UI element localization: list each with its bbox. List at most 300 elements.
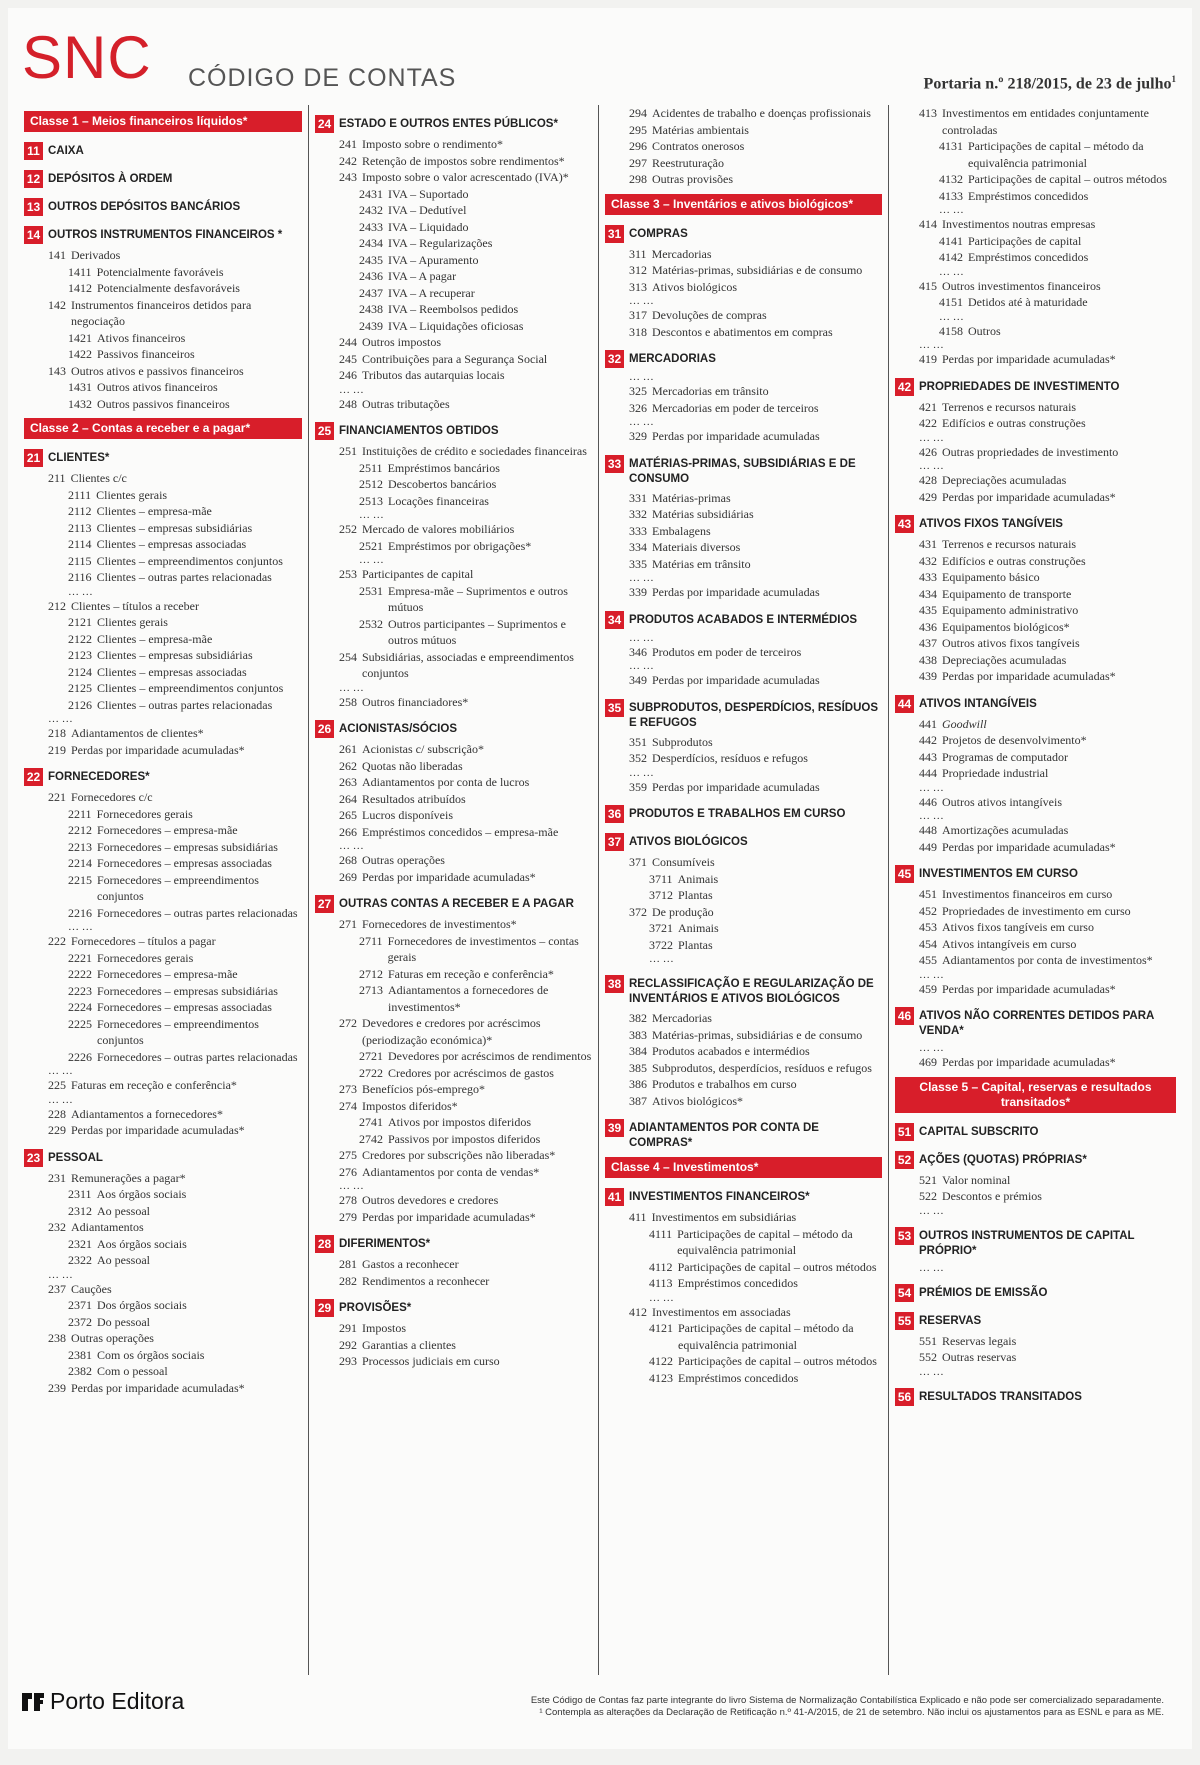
account-code: 2434: [359, 236, 383, 250]
account-entry: [315, 334, 592, 351]
account-code: 2224: [68, 1000, 92, 1014]
account-code: 332: [629, 507, 647, 521]
account-entry: [605, 904, 882, 921]
account-entry: [605, 1304, 882, 1321]
account-label: Investimentos em entidades conjuntamente controladas: [942, 106, 1149, 137]
account-label: IVA – Dedutível: [388, 203, 467, 217]
account-code: 432: [919, 553, 937, 568]
account-label: Outras operações: [362, 853, 445, 867]
account-entry: [315, 186, 592, 203]
account-entry: [605, 920, 882, 937]
account-code: 2213: [68, 839, 92, 854]
account-entry: [895, 399, 1176, 416]
account-code: 2513: [359, 493, 383, 508]
account-label: Tributos das autarquias locais: [362, 368, 505, 382]
account-code: 326: [629, 400, 647, 415]
account-code: 371: [629, 855, 647, 869]
account-entry: [24, 297, 302, 330]
account-code: 4132: [939, 172, 963, 186]
account-entry: [315, 807, 592, 824]
account-entry: [24, 598, 302, 615]
account-label: Fornecedores – outras partes relacionadas: [97, 905, 298, 920]
account-label: Perdas por imparidade acumuladas: [652, 673, 820, 687]
section-title: SUBPRODUTOS, DESPERDÍCIOS, RESÍDUOS E REFUGOS: [629, 701, 878, 729]
section-entries: [605, 734, 882, 796]
section-header: [605, 1188, 882, 1206]
account-entry: [895, 536, 1176, 553]
account-entry: [24, 1049, 302, 1066]
account-code: 436: [919, 619, 937, 634]
account-code: 279: [339, 1209, 357, 1224]
account-entry: [895, 668, 1176, 685]
ellipsis-row: … …: [629, 660, 654, 672]
section-title: OUTROS INSTRUMENTOS FINANCEIROS *: [48, 229, 283, 241]
column-4: [889, 105, 1182, 1675]
section-header: [895, 695, 1176, 713]
account-entry: [895, 903, 1176, 920]
account-label: Subprodutos, desperdícios, resíduos e refugos: [652, 1060, 872, 1075]
account-entry: [24, 664, 302, 681]
account-code: 453: [919, 920, 937, 934]
account-entry: [24, 569, 302, 586]
account-code: 2112: [68, 504, 92, 518]
account-label: Perdas por imparidade acumuladas*: [942, 352, 1116, 366]
account-code: 3721: [649, 921, 673, 935]
ellipsis-row: … …: [939, 204, 964, 216]
account-label: Faturas em receção e conferência*: [71, 1078, 237, 1092]
account-label: Outros investimentos financeiros: [942, 278, 1101, 293]
account-code: 2111: [68, 487, 92, 502]
account-label: Participações de capital – método da equivalência patrimonial: [678, 1321, 854, 1352]
account-entry: [895, 233, 1176, 250]
section-title: ATIVOS INTANGÍVEIS: [919, 697, 1037, 710]
account-label: Terrenos e recursos naturais: [942, 537, 1077, 551]
account-code: 278: [339, 1193, 357, 1207]
account-label: Animais: [677, 871, 719, 886]
account-label: Programas de computador: [942, 749, 1068, 764]
section-title: CLIENTES*: [48, 452, 110, 464]
account-entry: [605, 1060, 882, 1077]
account-code: 412: [629, 1304, 647, 1319]
account-label: Empréstimos concedidos: [678, 1370, 799, 1385]
account-entry: [315, 153, 592, 170]
account-label: Perdas por imparidade acumuladas*: [362, 1209, 536, 1224]
account-code: 2722: [359, 1065, 383, 1080]
account-entry: [605, 1076, 882, 1093]
account-label: Matérias subsidiárias: [652, 507, 754, 521]
account-code: 2215: [68, 872, 92, 887]
account-code: 251: [339, 444, 357, 458]
account-entry: [24, 631, 302, 648]
section-title: INVESTIMENTOS EM CURSO: [919, 868, 1078, 880]
account-entry: [24, 966, 302, 983]
account-section: [24, 198, 302, 216]
account-label: IVA – A pagar: [388, 269, 457, 283]
account-code: 1431: [68, 380, 92, 394]
section-title: ESTADO E OUTROS ENTES PÚBLICOS*: [339, 118, 558, 130]
account-label: Matérias-primas: [652, 490, 731, 505]
account-entry: [895, 1333, 1176, 1350]
ellipsis-row: … …: [48, 1093, 73, 1106]
account-entry: [315, 791, 592, 808]
account-code: 313: [629, 279, 647, 294]
account-code: 4133: [939, 188, 963, 203]
account-label: Dos órgãos sociais: [97, 1298, 187, 1312]
account-label: Participações de capital – outros métodos: [968, 172, 1167, 186]
account-entry: [315, 136, 592, 153]
section-entries: [24, 247, 302, 412]
account-label: Ativos biológicos: [652, 279, 738, 294]
publisher-logo: [22, 1688, 184, 1715]
account-label: Produtos em poder de terceiros: [652, 644, 802, 659]
account-entry: [895, 569, 1176, 586]
account-entry: [315, 758, 592, 775]
account-entry: [605, 1010, 882, 1027]
account-label: Consumíveis: [652, 855, 715, 869]
section-header: [24, 449, 302, 467]
account-entry: [895, 635, 1176, 652]
account-code: 281: [339, 1257, 357, 1271]
section-header: [315, 1235, 592, 1253]
account-code: 333: [629, 523, 647, 538]
account-label: Adiantamentos por conta de vendas*: [362, 1164, 540, 1179]
account-label: Clientes c/c: [70, 471, 127, 485]
account-entry: [895, 216, 1176, 233]
section-number-badge: 38: [605, 975, 624, 993]
account-label: Ativos fixos tangíveis em curso: [942, 920, 1094, 934]
account-code: 272: [339, 1016, 357, 1030]
account-label: Propriedade industrial: [942, 766, 1049, 780]
ellipsis-row: … …: [359, 509, 384, 521]
account-label: Aos órgãos sociais: [97, 1236, 187, 1251]
account-entry: [315, 583, 592, 616]
account-label: Plantas: [678, 888, 713, 902]
account-entry: [24, 396, 302, 413]
account-code: 261: [339, 742, 357, 756]
section-number-badge: 28: [315, 1235, 334, 1253]
ellipsis-row: … …: [919, 781, 944, 794]
section-entries: [895, 716, 1176, 856]
account-entry: [895, 886, 1176, 903]
account-entry: [605, 400, 882, 417]
section-title: COMPRAS: [629, 227, 688, 240]
account-section: [895, 865, 1176, 997]
account-section: [24, 142, 302, 160]
section-number-badge: 45: [895, 865, 914, 883]
account-columns: [18, 105, 1182, 1675]
account-label: Fornecedores – empreendimentos conjuntos: [97, 872, 259, 903]
account-label: Outros ativos fixos tangíveis: [942, 636, 1080, 650]
section-entries: [24, 470, 302, 758]
account-entry: [605, 279, 882, 296]
account-code: 2311: [68, 1187, 92, 1201]
account-code: 387: [629, 1093, 647, 1108]
account-entry: [24, 1106, 302, 1123]
account-section: [895, 1123, 1176, 1141]
section-entries: [24, 789, 302, 1139]
account-entry: [895, 351, 1176, 368]
account-label: Equipamento de transporte: [942, 586, 1072, 601]
account-code: 4158: [939, 323, 963, 338]
account-code: 4142: [939, 250, 963, 264]
account-entry: [315, 616, 592, 649]
account-label: Processos judiciais em curso: [362, 1354, 500, 1368]
account-entry: [315, 1048, 592, 1065]
section-number-badge: 43: [895, 515, 914, 533]
account-label: Clientes – empresas associadas: [96, 537, 247, 551]
account-label: Matérias em trânsito: [652, 556, 751, 571]
account-section: [315, 720, 592, 885]
account-entry: [24, 1016, 302, 1049]
account-code: 282: [339, 1273, 357, 1288]
account-code: 4113: [649, 1276, 673, 1290]
account-entry: [315, 1337, 592, 1354]
account-code: 2115: [68, 553, 92, 568]
account-entry: [605, 122, 882, 139]
section-entries: [605, 632, 882, 689]
section-title: ACIONISTAS/SÓCIOS: [339, 723, 457, 735]
account-code: 455: [919, 953, 937, 967]
account-label: Goodwill: [942, 716, 987, 731]
section-number-badge: 41: [605, 1188, 624, 1206]
account-entry: [605, 138, 882, 155]
account-entry: [605, 324, 882, 341]
account-label: Embalagens: [652, 523, 711, 538]
account-entry: [315, 460, 592, 477]
account-code: 291: [339, 1321, 357, 1335]
account-label: Edifícios e outras construções: [942, 416, 1086, 430]
section-number-badge: 21: [24, 449, 43, 467]
account-code: 232: [48, 1220, 66, 1234]
account-code: 143: [48, 363, 66, 378]
account-entry: [315, 1081, 592, 1098]
account-label: Outros participantes – Suprimentos e outros mútuos: [388, 616, 566, 647]
account-entry: [315, 649, 592, 682]
ellipsis-row: … …: [939, 310, 964, 323]
account-code: 262: [339, 758, 357, 773]
section-title: PRÉMIOS DE EMISSÃO: [919, 1286, 1048, 1299]
account-entry: [24, 487, 302, 504]
section-number-badge: 51: [895, 1123, 914, 1141]
account-code: 382: [629, 1011, 647, 1025]
account-code: 1411: [68, 264, 92, 279]
account-label: Outras operações: [71, 1331, 154, 1345]
account-entry: [315, 521, 592, 538]
account-code: 459: [919, 981, 937, 996]
account-code: 275: [339, 1148, 357, 1162]
section-header: [895, 1284, 1176, 1302]
account-label: Fornecedores gerais: [96, 806, 193, 821]
account-entry: [605, 1027, 882, 1044]
ellipsis-row: … …: [48, 1268, 73, 1281]
section-entries: [895, 536, 1176, 685]
account-label: Matérias ambientais: [652, 122, 749, 137]
account-entry: [895, 765, 1176, 782]
account-code: 318: [629, 324, 647, 339]
account-entry: [895, 586, 1176, 603]
ellipsis-row: … …: [649, 953, 674, 965]
account-entry: [24, 520, 302, 537]
account-label: Fornecedores gerais: [97, 950, 194, 965]
account-label: Outras reservas: [942, 1350, 1017, 1364]
account-entry: [895, 602, 1176, 619]
account-label: Edifícios e outras construções: [942, 553, 1086, 568]
section-entries: [605, 371, 882, 445]
account-code: 2433: [359, 219, 383, 234]
account-code: 2742: [359, 1131, 383, 1146]
account-label: Mercadorias em trânsito: [652, 384, 769, 398]
account-code: 443: [919, 749, 937, 764]
section-entries: [605, 854, 882, 965]
continued-entries: [605, 105, 882, 188]
section-title: RESULTADOS TRANSITADOS: [919, 1390, 1082, 1403]
account-code: 296: [629, 139, 647, 153]
account-code: 521: [919, 1172, 937, 1187]
ellipsis-row: … …: [629, 631, 654, 644]
account-code: 2312: [68, 1203, 92, 1218]
account-code: 2223: [68, 983, 92, 998]
section-title: PROVISÕES*: [339, 1302, 412, 1314]
account-code: 2382: [68, 1364, 92, 1378]
section-header: [24, 226, 302, 244]
account-entry: [605, 672, 882, 689]
account-entry: [895, 278, 1176, 295]
account-label: Reestruturação: [652, 155, 724, 170]
account-section: [895, 695, 1176, 856]
section-number-badge: 27: [315, 895, 334, 913]
section-entries: [895, 1042, 1176, 1071]
account-label: Perdas por imparidade acumuladas*: [942, 839, 1116, 854]
account-section: [315, 1235, 592, 1289]
account-entry: [315, 916, 592, 933]
account-code: 2125: [68, 681, 92, 695]
account-code: 428: [919, 473, 937, 487]
account-label: Perdas por imparidade acumuladas*: [942, 669, 1116, 683]
section-number-badge: 31: [605, 225, 624, 243]
account-label: Fornecedores – empreendimentos conjuntos: [97, 1016, 259, 1047]
account-entry: [315, 1256, 592, 1273]
account-label: Imposto sobre o rendimento*: [362, 137, 503, 151]
account-code: 4122: [649, 1354, 673, 1368]
section-number-badge: 26: [315, 720, 334, 738]
account-code: 469: [919, 1055, 937, 1069]
account-entry: [605, 937, 882, 954]
account-label: Empresa-mãe – Suprimentos e outros mútuos: [388, 583, 568, 614]
account-code: 225: [48, 1078, 66, 1092]
account-section: [605, 1119, 882, 1151]
account-label: Fornecedores – empresas associadas: [97, 856, 272, 870]
account-label: Clientes – títulos a receber: [71, 598, 199, 613]
ellipsis-row: … …: [919, 1042, 944, 1054]
section-entries: [24, 1170, 302, 1397]
account-code: 352: [629, 751, 647, 765]
account-code: 384: [629, 1044, 647, 1058]
account-code: 241: [339, 137, 357, 151]
account-entry: [24, 983, 302, 1000]
account-label: Outros financiadores*: [362, 694, 469, 709]
section-title: ATIVOS BIOLÓGICOS: [629, 836, 748, 848]
column-3: [599, 105, 889, 1675]
account-label: Adiantamentos a fornecedores*: [71, 1106, 223, 1121]
account-code: 245: [339, 351, 357, 366]
account-code: 2212: [68, 823, 92, 837]
account-label: Adiantamentos por conta de investimentos*: [942, 953, 1153, 967]
account-entry: [24, 363, 302, 380]
account-section: [315, 115, 592, 412]
section-header: [895, 378, 1176, 396]
account-entry: [895, 619, 1176, 636]
account-entry: [895, 732, 1176, 749]
account-section: [605, 455, 882, 601]
account-code: 452: [919, 903, 937, 918]
account-entry: [24, 872, 302, 905]
account-section: [24, 449, 302, 758]
account-entry: [605, 1093, 882, 1110]
account-label: Participações de capital: [968, 233, 1082, 248]
account-entry: [895, 936, 1176, 953]
section-number-badge: 24: [315, 115, 334, 133]
column-1: [18, 105, 309, 1675]
account-label: Outros devedores e credores: [362, 1193, 499, 1207]
account-code: 242: [339, 153, 357, 168]
section-title: PRODUTOS ACABADOS E INTERMÉDIOS: [629, 613, 858, 626]
account-entry: [605, 779, 882, 796]
account-entry: [605, 383, 882, 400]
account-section: [605, 833, 882, 965]
account-label: Materiais diversos: [652, 540, 741, 554]
account-entry: [24, 1330, 302, 1347]
account-entry: [895, 444, 1176, 461]
account-entry: [605, 523, 882, 540]
section-header: [605, 611, 882, 629]
account-code: 339: [629, 585, 647, 599]
ellipsis-row: … …: [339, 1180, 364, 1192]
account-section: [315, 1299, 592, 1370]
account-section: [315, 895, 592, 1225]
account-code: 243: [339, 170, 357, 184]
account-label: Ao pessoal: [97, 1253, 150, 1267]
account-code: 2432: [359, 203, 383, 217]
account-entry: [605, 1043, 882, 1060]
account-label: Acionistas c/ subscrição*: [362, 742, 484, 756]
brand-subtitle: CÓDIGO DE CONTAS: [188, 64, 457, 92]
account-entry: [605, 1353, 882, 1370]
account-code: 441: [919, 716, 937, 731]
section-entries: [895, 1333, 1176, 1378]
section-title: PRODUTOS E TRABALHOS EM CURSO: [629, 808, 846, 820]
account-entry: [24, 1186, 302, 1203]
account-code: 444: [919, 766, 937, 780]
ellipsis-row: … …: [919, 1261, 944, 1274]
continued-entries: [895, 105, 1176, 368]
account-label: Clientes – empreendimentos conjuntos: [96, 553, 283, 568]
account-code: 258: [339, 694, 357, 709]
section-title: FINANCIAMENTOS OBTIDOS: [339, 425, 499, 437]
account-code: 334: [629, 540, 647, 554]
ellipsis-row: … …: [629, 295, 654, 307]
account-code: 413: [919, 106, 937, 120]
account-entry: [315, 1164, 592, 1181]
section-number-badge: 34: [605, 611, 624, 629]
section-header: [895, 1388, 1176, 1406]
account-code: 1421: [68, 330, 92, 345]
account-entry: [315, 1015, 592, 1048]
account-code: 2439: [359, 318, 383, 333]
account-label: Empréstimos concedidos – empresa-mãe: [362, 824, 559, 839]
account-entry: [605, 506, 882, 523]
account-code: 276: [339, 1164, 357, 1179]
account-entry: [895, 839, 1176, 856]
